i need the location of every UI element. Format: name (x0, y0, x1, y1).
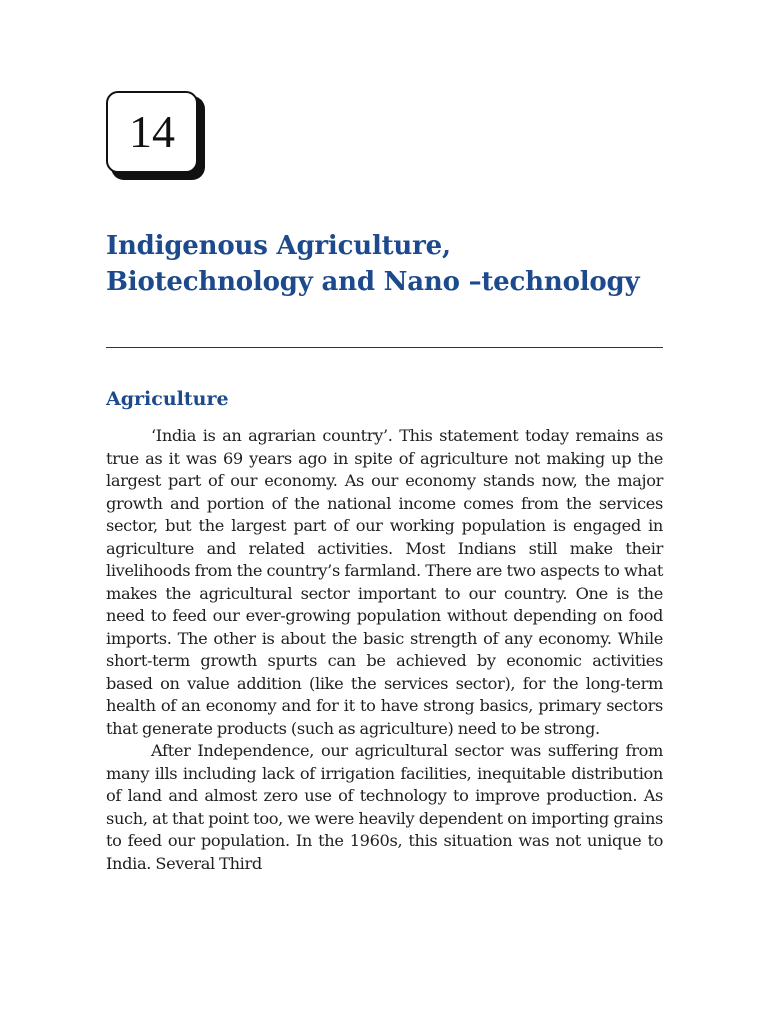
body-text (106, 425, 663, 875)
chapter-title-line-2: Biotechnology and Nano –technology (106, 267, 640, 297)
chapter-number-badge (106, 91, 208, 183)
chapter-title-line-1: Indigenous Agriculture, (106, 231, 451, 261)
section-heading: Agriculture (106, 388, 229, 410)
chapter-title (106, 228, 686, 300)
title-divider (106, 347, 663, 348)
paragraph-1: ‘India is an agrarian country’. This statement today remains as true as it was 69 years ago in spite of agriculture not making up the largest part of our economy. As our economy stands now, the major growth and portion of the national income comes from the services sector, but the largest part of our working population is engaged in agriculture and related activities. Most Indians still make their livelihoods from the country’s farmland. There are two aspects to what makes the agricultural sector important to our country. One is the need to feed our ever-growing population without depending on food imports. The other is about the basic strength of any economy. While short-term growth spurts can be achieved by economic activities based on value addition (like the services sector), for the long-term health of an economy and for it to have strong basics, primary sectors that generate products (such as agriculture) need to be strong. (106, 426, 663, 738)
chapter-number: 14 (106, 91, 198, 173)
paragraph-2: After Independence, our agricultural sector was suffering from many ills including lack of irrigation facilities, inequitable distribution of land and almost zero use of technology to improve production. As such, at that point too, we were heavily dependent on importing grains to feed our population. In the 1960s, this situation was not unique to India. Several Third (106, 741, 663, 873)
